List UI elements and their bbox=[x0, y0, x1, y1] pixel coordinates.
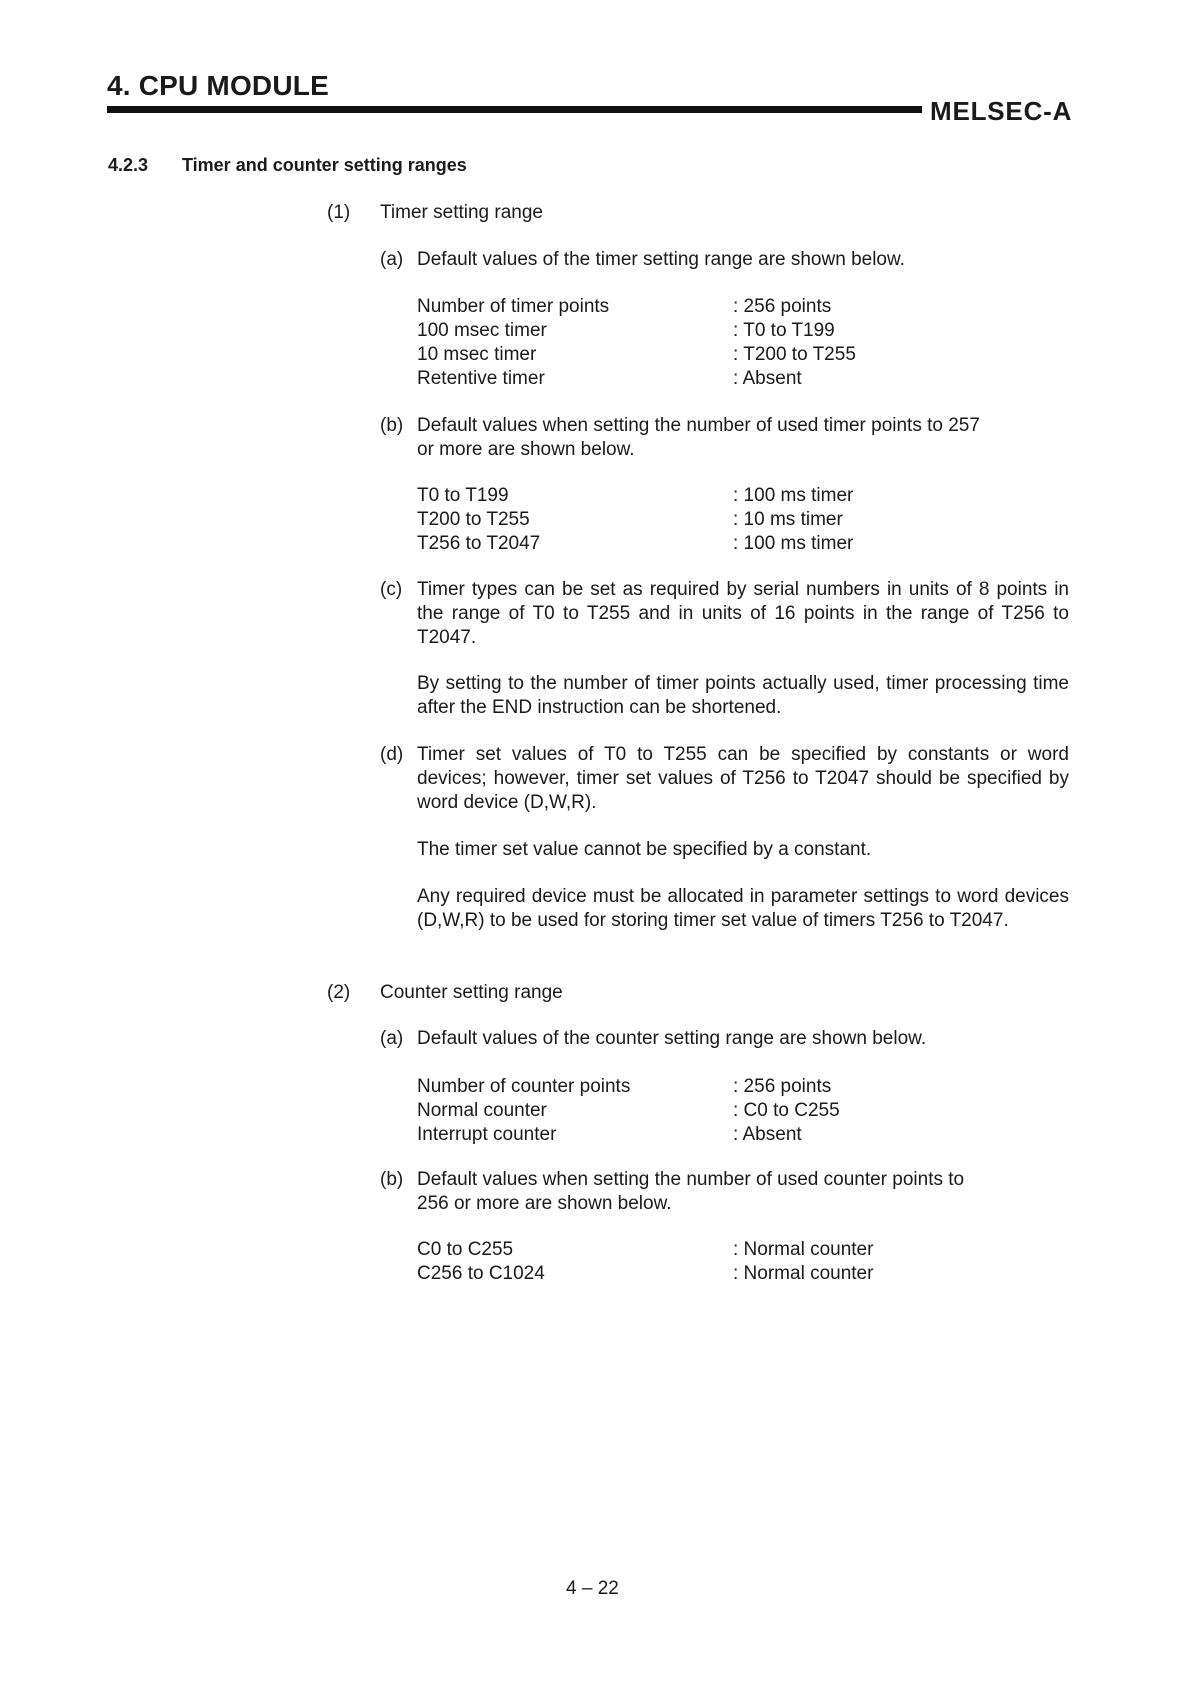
item-title-timer: Timer setting range bbox=[380, 202, 543, 223]
timer-b-line-2: or more are shown below. bbox=[417, 439, 635, 460]
section-number: 4.2.3 bbox=[108, 155, 149, 175]
sub-label-timer-b: (b) bbox=[380, 415, 404, 436]
timer-b-row-value: : 100 ms timer bbox=[733, 533, 854, 554]
counter-b-row-value: : Normal counter bbox=[733, 1263, 874, 1284]
counter-b-row-key: C0 to C255 bbox=[417, 1239, 514, 1260]
brand-label: MELSEC-A bbox=[930, 96, 1073, 126]
page-number: 4 – 22 bbox=[566, 1578, 619, 1599]
timer-a-row-value: : Absent bbox=[733, 368, 802, 389]
sub-label-timer-c: (c) bbox=[380, 579, 403, 600]
header-rule bbox=[107, 106, 922, 113]
counter-a-row-key: Normal counter bbox=[417, 1100, 547, 1121]
item-number-1: (1) bbox=[327, 202, 351, 223]
sub-label-timer-a: (a) bbox=[380, 249, 404, 270]
counter-b-line-2: 256 or more are shown below. bbox=[417, 1193, 672, 1214]
timer-a-row-value: : T0 to T199 bbox=[733, 320, 835, 341]
timer-a-row-value: : T200 to T255 bbox=[733, 344, 856, 365]
timer-a-row-key: Number of timer points bbox=[417, 296, 610, 317]
sub-label-counter-a: (a) bbox=[380, 1028, 404, 1049]
timer-c-paragraph-1: Timer types can be set as required by serial numbers in units of 8 points in the range of T0 to T255 and in units of 16 points in the range of T256 to T2047. bbox=[417, 579, 1069, 648]
timer-d-paragraph-1: Timer set values of T0 to T255 can be specified by constants or word devices; however, timer set values of T256 to T2047 should be specified by word device (D,W,R). bbox=[417, 744, 1069, 813]
counter-a-row-key: Interrupt counter bbox=[417, 1124, 557, 1145]
item-number-2: (2) bbox=[327, 982, 351, 1003]
counter-a-row-key: Number of counter points bbox=[417, 1076, 631, 1097]
counter-b-line-1: Default values when setting the number of used counter points to bbox=[417, 1169, 965, 1190]
counter-a-row-value: : Absent bbox=[733, 1124, 802, 1145]
timer-a-text: Default values of the timer setting range are shown below. bbox=[417, 249, 905, 270]
item-title-counter: Counter setting range bbox=[380, 982, 563, 1003]
sub-label-timer-d: (d) bbox=[380, 744, 404, 765]
timer-b-line-1: Default values when setting the number of used timer points to 257 bbox=[417, 415, 980, 436]
timer-b-row-key: T200 to T255 bbox=[417, 509, 530, 530]
counter-a-row-value: : C0 to C255 bbox=[733, 1100, 840, 1121]
counter-b-row-value: : Normal counter bbox=[733, 1239, 874, 1260]
timer-a-row-key: Retentive timer bbox=[417, 368, 545, 389]
timer-d-paragraph-2: The timer set value cannot be specified by a constant. bbox=[417, 839, 872, 860]
chapter-title: 4. CPU MODULE bbox=[107, 70, 329, 101]
timer-a-row-key: 100 msec timer bbox=[417, 320, 547, 341]
timer-a-row-value: : 256 points bbox=[733, 296, 832, 317]
timer-c-paragraph-2: By setting to the number of timer points actually used, timer processing time after the END instruction can be shortened. bbox=[417, 673, 1069, 718]
timer-b-row-value: : 10 ms timer bbox=[733, 509, 843, 530]
timer-d-paragraph-3: Any required device must be allocated in parameter settings to word devices (D,W,R) to be used for storing timer set value of timers T256 to T2047. bbox=[417, 886, 1069, 931]
timer-a-row-key: 10 msec timer bbox=[417, 344, 537, 365]
sub-label-counter-b: (b) bbox=[380, 1169, 404, 1190]
timer-b-row-key: T0 to T199 bbox=[417, 485, 509, 506]
section-title: Timer and counter setting ranges bbox=[182, 155, 467, 175]
counter-a-text: Default values of the counter setting range are shown below. bbox=[417, 1028, 927, 1049]
timer-b-row-value: : 100 ms timer bbox=[733, 485, 854, 506]
counter-b-row-key: C256 to C1024 bbox=[417, 1263, 545, 1284]
counter-a-row-value: : 256 points bbox=[733, 1076, 832, 1097]
timer-b-row-key: T256 to T2047 bbox=[417, 533, 541, 554]
